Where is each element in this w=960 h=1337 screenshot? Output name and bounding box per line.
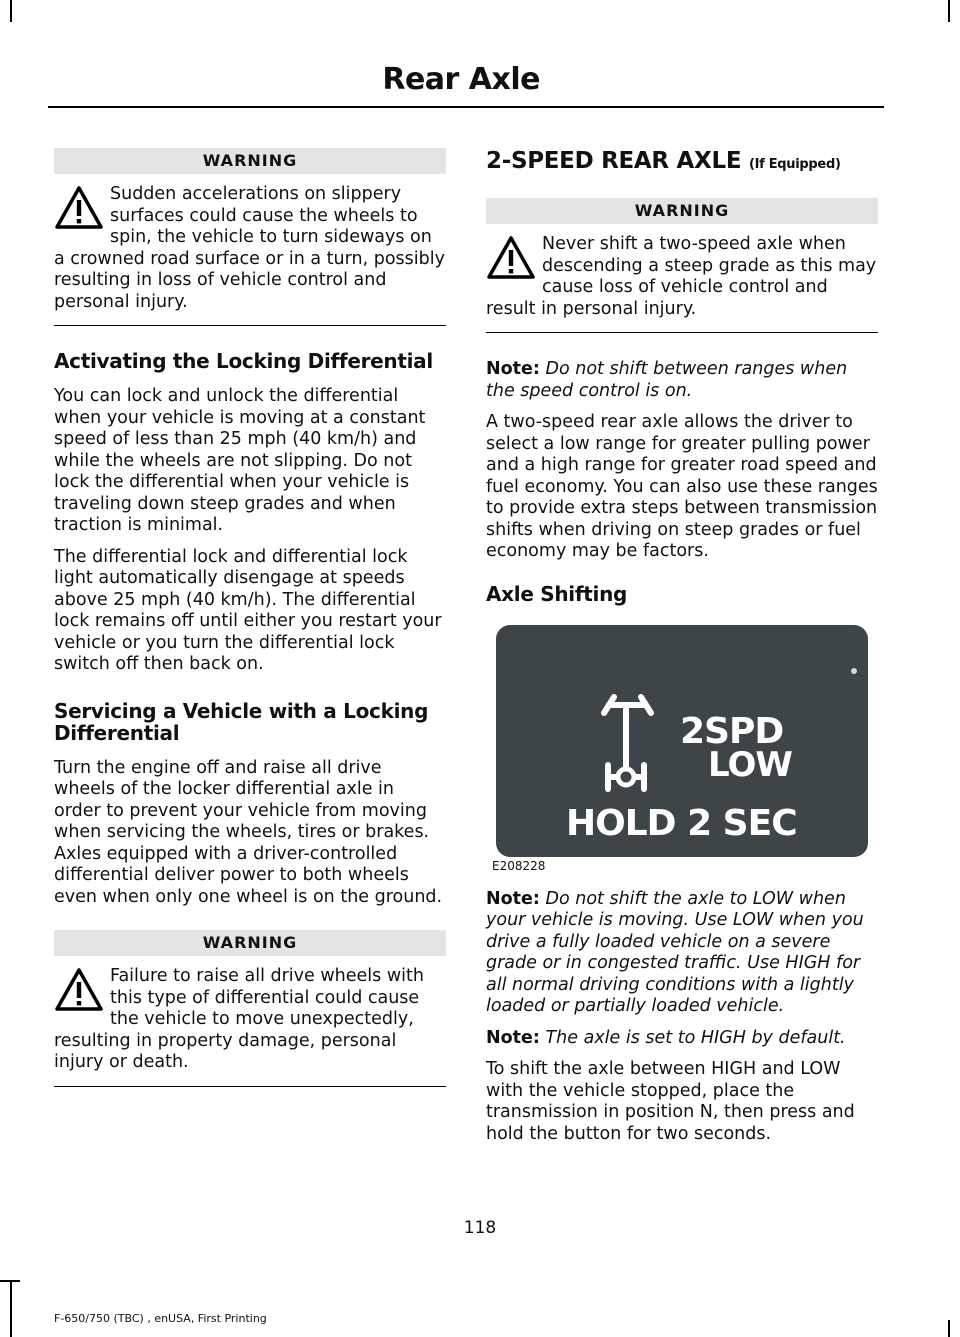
left-column	[54, 148, 446, 1105]
warning-text: Failure to raise all drive wheels with this type of differential could cause the vehicle to move unexpectedly, resulting in property damage, personal injury or death.	[54, 966, 424, 1072]
section-heading: Axle Shifting	[486, 581, 628, 606]
paragraph: Turn the engine off and raise all drive wheels of the locker differential axle in order to prevent your vehicle from moving when servicing the wheels, tires or brakes. Axles equipped with a driver-controlled differential deliver power to both wheels even when only one wheel is on the ground.	[54, 757, 443, 907]
warning-body	[54, 956, 446, 1087]
main-heading	[486, 148, 878, 174]
section-heading: Servicing a Vehicle with a Locking Differential	[54, 698, 429, 745]
axle-switch-figure	[486, 621, 878, 871]
warning-triangle-icon	[54, 184, 104, 232]
crop-mark	[10, 0, 12, 22]
warning-body	[54, 174, 446, 326]
warning-box	[486, 198, 878, 333]
crop-mark	[0, 1280, 20, 1282]
warning-heading: WARNING	[486, 198, 878, 224]
warning-heading: WARNING	[54, 930, 446, 956]
paragraph: A two-speed rear axle allows the driver to select a low range for greater pulling power and a high range for greater road speed and fuel economy. You can also use these ranges to provide extra steps between transmission shifts when driving on steep grades or fuel economy may be factors.	[486, 412, 878, 561]
note-text: The axle is set to HIGH by default.	[545, 1027, 846, 1048]
note	[486, 889, 878, 1018]
warning-body	[486, 224, 878, 333]
warning-heading: WARNING	[54, 148, 446, 174]
page-number: 118	[463, 1218, 497, 1238]
note-text: Do not shift between ranges when the speed control is on.	[486, 359, 848, 401]
note-label: Note:	[486, 888, 540, 909]
warning-text: Never shift a two-speed axle when descending a steep grade as this may cause loss of vehicle control and result in personal injury.	[486, 234, 877, 319]
warning-box	[54, 930, 446, 1087]
switch-panel	[496, 625, 868, 857]
mode-label: 2SPD	[680, 710, 784, 752]
right-column	[486, 148, 878, 1155]
hold-instruction: HOLD 2 SEC	[566, 802, 797, 844]
note-label: Note:	[486, 1027, 540, 1048]
warning-triangle-icon	[54, 966, 104, 1014]
mode-sublabel: LOW	[708, 744, 792, 785]
title-rule	[48, 106, 884, 108]
note-label: Note:	[486, 359, 540, 379]
warning-box	[54, 148, 446, 326]
section-heading: Activating the Locking Differential	[54, 349, 433, 373]
crop-mark	[948, 1320, 950, 1337]
warning-triangle-icon	[486, 234, 536, 282]
main-heading-qualifier: (If Equipped)	[748, 157, 841, 172]
edition-footer: F-650/750 (TBC) , enUSA, First Printing	[54, 1312, 267, 1325]
paragraph: You can lock and unlock the differential when your vehicle is moving at a constant speed of less than 25 mph (40 km/h) and while the wheels are not slipping. Do not lock the differential when your vehicle is traveling down steep grades and when traction is minimal.	[54, 386, 426, 535]
figure-caption: E208228	[492, 858, 546, 873]
paragraph: The differential lock and differential lock light automatically disengage at speeds above 25 mph (40 km/h). The differential lock remains off until either you restart your vehicle or you turn the differential lock switch off then back on.	[54, 546, 442, 674]
main-heading-text: 2-SPEED REAR AXLE	[486, 148, 742, 174]
note	[486, 359, 878, 402]
note	[486, 1028, 878, 1050]
paragraph: To shift the axle between HIGH and LOW with the vehicle stopped, place the transmission in position N, then press and hold the button for two seconds.	[486, 1059, 855, 1144]
warning-text: Sudden accelerations on slippery surfaces could cause the wheels to spin, the vehicle to turn sideways on a crowned road surface or in a turn, possibly resulting in loss of vehicle control and personal injury.	[54, 184, 445, 312]
crop-mark	[10, 1280, 12, 1337]
note-text: Do not shift the axle to LOW when your vehicle is moving. Use LOW when you drive a fully loaded vehicle on a severe grade or in congested traffic. Use HIGH for all normal driving conditions with a lightly loaded or partially loaded vehicle.	[486, 888, 864, 1016]
page-title: Rear Axle	[382, 62, 540, 97]
crop-mark	[948, 0, 950, 22]
